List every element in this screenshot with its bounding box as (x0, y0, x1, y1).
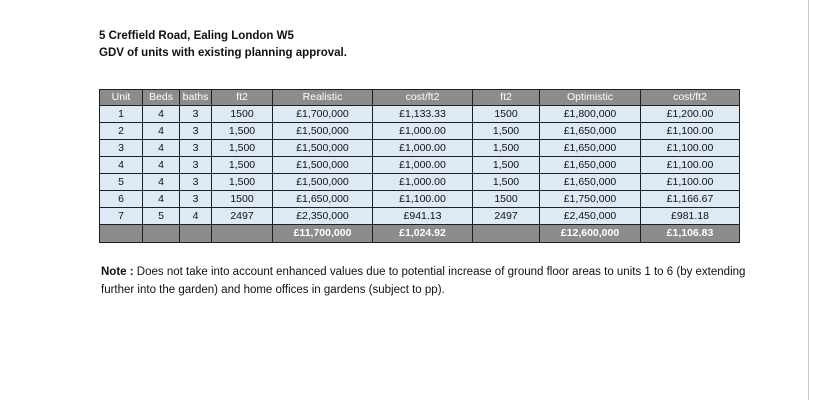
table-cell: £1,500,000 (273, 157, 373, 174)
table-cell: 5 (100, 174, 143, 191)
table-cell: 3 (100, 140, 143, 157)
table-cell: 4 (143, 174, 180, 191)
table-cell: 1500 (212, 106, 273, 123)
table-cell: 4 (143, 191, 180, 208)
note-label: Note : (101, 266, 134, 278)
subtitle-line: GDV of units with existing planning approval. (99, 47, 347, 59)
table-cell: £1,750,000 (540, 191, 641, 208)
table-cell: £1,100.00 (641, 157, 740, 174)
table-row (100, 106, 740, 123)
note-text: Does not take into account enhanced values due to potential increase of ground floor areas to units 1 to 6 (by extending further into the garden) and home offices in gardens (subject to pp). (101, 266, 746, 296)
totals-cell (473, 225, 540, 243)
table-cell: £1,200.00 (641, 106, 740, 123)
table-cell: £1,650,000 (540, 123, 641, 140)
footnote (101, 263, 751, 299)
table-row (100, 174, 740, 191)
table-row (100, 123, 740, 140)
table-header-row (100, 90, 740, 106)
table-cell: 4 (143, 123, 180, 140)
table-cell: £1,800,000 (540, 106, 641, 123)
document-heading (99, 28, 347, 62)
table-cell: £1,500,000 (273, 174, 373, 191)
table-cell: 3 (180, 106, 212, 123)
table-cell: £1,650,000 (540, 140, 641, 157)
optimistic-avg-cost: £1,106.83 (641, 225, 740, 243)
table-cell: £1,133.33 (373, 106, 473, 123)
table-cell: £1,500,000 (273, 140, 373, 157)
table-cell: 1,500 (212, 140, 273, 157)
table-cell: £1,100.00 (641, 140, 740, 157)
table-row (100, 191, 740, 208)
realistic-total: £11,700,000 (273, 225, 373, 243)
table-cell: 4 (143, 157, 180, 174)
table-cell: 1,500 (473, 157, 540, 174)
table-cell: £1,100.00 (373, 191, 473, 208)
table-cell: £1,000.00 (373, 157, 473, 174)
totals-cell (143, 225, 180, 243)
table-cell: 3 (180, 123, 212, 140)
table-cell: 3 (180, 174, 212, 191)
table-cell: 4 (143, 106, 180, 123)
header-cell: baths (180, 90, 212, 106)
table-row (100, 208, 740, 225)
header-cell: ft2 (473, 90, 540, 106)
totals-cell (100, 225, 143, 243)
table-cell: 1,500 (473, 123, 540, 140)
table-cell: 4 (100, 157, 143, 174)
table-cell: £981.18 (641, 208, 740, 225)
table-cell: £1,000.00 (373, 174, 473, 191)
table-cell: 4 (180, 208, 212, 225)
table-cell: 1,500 (473, 174, 540, 191)
page-edge-divider (808, 0, 809, 400)
table-row (100, 140, 740, 157)
table-cell: £2,450,000 (540, 208, 641, 225)
table-cell: £1,100.00 (641, 174, 740, 191)
table-cell: 6 (100, 191, 143, 208)
table-cell: 1,500 (473, 140, 540, 157)
table-cell: 1,500 (212, 157, 273, 174)
table-cell: £1,100.00 (641, 123, 740, 140)
header-cell: Unit (100, 90, 143, 106)
table-cell: 3 (180, 157, 212, 174)
table-cell: £1,166.67 (641, 191, 740, 208)
header-cell: ft2 (212, 90, 273, 106)
table-cell: 1500 (473, 106, 540, 123)
realistic-avg-cost: £1,024.92 (373, 225, 473, 243)
table-cell: 2 (100, 123, 143, 140)
table-cell: 2497 (212, 208, 273, 225)
table-cell: £1,650,000 (273, 191, 373, 208)
table-cell: £1,500,000 (273, 123, 373, 140)
header-cell: Optimistic (540, 90, 641, 106)
table-cell: 1,500 (212, 174, 273, 191)
table-cell: £1,700,000 (273, 106, 373, 123)
table-cell: 2497 (473, 208, 540, 225)
table-cell: 7 (100, 208, 143, 225)
table-cell: 3 (180, 140, 212, 157)
totals-cell (180, 225, 212, 243)
table-cell: 1 (100, 106, 143, 123)
table-cell: 1,500 (212, 123, 273, 140)
table-cell: 3 (180, 191, 212, 208)
table-cell: 4 (143, 140, 180, 157)
table-cell: 1500 (473, 191, 540, 208)
table-cell: 5 (143, 208, 180, 225)
totals-row (100, 225, 740, 243)
header-cell: cost/ft2 (641, 90, 740, 106)
header-cell: Beds (143, 90, 180, 106)
totals-cell (212, 225, 273, 243)
header-cell: Realistic (273, 90, 373, 106)
table-cell: £1,650,000 (540, 157, 641, 174)
gdv-table (99, 89, 740, 243)
table-cell: £1,000.00 (373, 123, 473, 140)
table-cell: £1,650,000 (540, 174, 641, 191)
table-cell: £941.13 (373, 208, 473, 225)
table-cell: £1,000.00 (373, 140, 473, 157)
table-cell: £2,350,000 (273, 208, 373, 225)
header-cell: cost/ft2 (373, 90, 473, 106)
table-cell: 1500 (212, 191, 273, 208)
address-line: 5 Creffield Road, Ealing London W5 (99, 30, 294, 42)
optimistic-total: £12,600,000 (540, 225, 641, 243)
table-row (100, 157, 740, 174)
